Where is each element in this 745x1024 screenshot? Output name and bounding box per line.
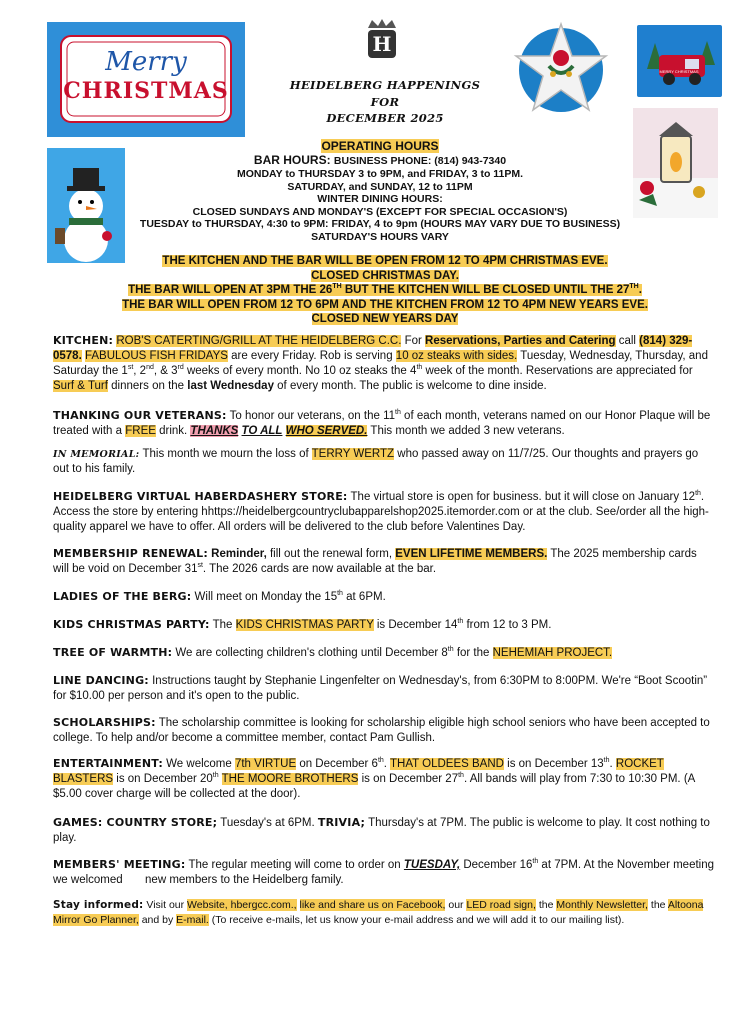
kitchen-section: KITCHEN: ROB'S CATERTING/GRILL AT THE HEIDELBERG C.C. For Reservations, Parties and Catering call (814) 329-0578. FABULOUS FISH FRIDAYS are every Friday. Rob is serving 10 oz steaks with sides. Tuesday, Wednesday, Thursday, and Saturday the 1st, 2nd, & 3rd weeks of every month. No 10 oz steaks the 4th week of the month. Reservations are appreciated for Surf & Turf dinners on the last Wednesday of every month. The public is welcome to dine inside. [53, 334, 708, 392]
store-section: HEIDELBERG VIRTUAL HABERDASHERY STORE: The virtual store is open for business. but it will close on January 12th. Access the store by entering hhttps://heidelbergcountryclubapparelshop2025.itemorder.com or at the club. See/order all the high-quality apparel we have to offer. All orders will be delivered to the club before Valentines Day. [53, 490, 709, 533]
store-label: HEIDELBERG VIRTUAL HABERDASHERY STORE: [53, 490, 348, 503]
christmas-truck-icon [637, 25, 722, 97]
club-logo [364, 18, 400, 60]
newsletter-for: FOR [370, 95, 400, 109]
games-section: GAMES: COUNTRY STORE; Tuesday's at 6PM. TRIVIA; Thursday's at 7PM. The public is welcome to play. It cost nothing to play. [53, 816, 710, 844]
operating-hours-heading: OPERATING HOURS [321, 139, 439, 153]
entertainment-section: ENTERTAINMENT: We welcome 7th VIRTUE on December 6th. THAT OLDEES BAND is on December 13th. ROCKET BLASTERS is on December 20th THE MOORE BROTHERS is on December 27th. All bands will play from 7:30 to 10:30 PM. (A $5.00 cover charge will be collected at the door). [53, 757, 695, 800]
games-label: GAMES: COUNTRY STORE; [53, 816, 218, 829]
membership-section: MEMBERSHIP RENEWAL: Reminder, fill out the renewal form, EVEN LIFETIME MEMBERS. The 2025 membership cards will be void on December 31st. The 2026 cards are now available at the bar. [53, 547, 697, 575]
hours-line-2: SATURDAY, and SUNDAY, 12 to 11PM [287, 180, 473, 193]
tree-of-warmth-section: TREE OF WARMTH: We are collecting children's clothing until December 8th for the NEHEMIAH PROJECT. [53, 646, 613, 659]
holiday-notice [60, 254, 710, 327]
hours-line-6: SATURDAY'S HOURS VARY [311, 230, 449, 243]
scholarships-label: SCHOLARSHIPS: [53, 716, 156, 729]
lantern-icon [633, 108, 718, 218]
memorial-label: IN MEMORIAL: [53, 449, 140, 460]
logo-letter: H [372, 32, 392, 56]
scholarships-section: SCHOLARSHIPS: The scholarship committee is looking for scholarship eligible high school seniors who have been accepted to college. To help and/or become a committee member, contact Pam Gullish. [53, 716, 710, 744]
holiday-line-3: THE BAR WILL OPEN AT 3PM THE 26TH BUT THE KITCHEN WILL BE CLOSED UNTIL THE 27TH. [128, 283, 642, 296]
christmas-text: CHRISTMAS [63, 78, 229, 104]
tree-of-warmth-label: TREE OF WARMTH: [53, 646, 173, 659]
hours-line-4: CLOSED SUNDAYS AND MONDAY'S (EXCEPT FOR SPECIAL OCCASION'S) [192, 205, 568, 218]
star-ornament-icon [505, 18, 617, 120]
kids-party-label: KIDS CHRISTMAS PARTY: [53, 618, 210, 631]
veterans-label: THANKING OUR VETERANS: [53, 409, 227, 422]
ladies-label: LADIES OF THE BERG: [53, 590, 192, 603]
merry-christmas-card [47, 22, 245, 137]
hours-line-3: WINTER DINING HOURS: [317, 193, 443, 205]
membership-label: MEMBERSHIP RENEWAL: [53, 547, 208, 560]
holiday-line-4: THE BAR WILL OPEN FROM 12 TO 6PM AND THE KITCHEN FROM 12 TO 4PM NEW YEARS EVE. [122, 298, 648, 311]
star-ornament-card [505, 18, 617, 120]
hours-line-5: TUESDAY to THURSDAY, 4:30 to 9PM: FRIDAY, 4 to 9pm (HOURS MAY VARY DUE TO BUSINESS) [139, 218, 621, 230]
entertainment-label: ENTERTAINMENT: [53, 757, 163, 770]
snowman-icon [47, 148, 125, 263]
email-link[interactable]: E-mail. [176, 913, 209, 926]
stay-informed-label: Stay informed: [53, 899, 144, 911]
truck-label: MERRY CHRISTMAS [659, 69, 699, 74]
memorial-section: IN MEMORIAL: This month we mourn the loss of TERRY WERTZ who passed away on 11/7/25. Our thoughts and prayers go out to his family. [53, 448, 699, 475]
christmas-truck-card [637, 25, 722, 97]
newsletter-month: DECEMBER 2025 [326, 111, 444, 125]
members-meeting-section: MEMBERS' MEETING: The regular meeting will come to order on TUESDAY, December 16th at 7PM. At the November meeting we welcomed new members to the Heidelberg family. [53, 858, 718, 886]
operating-hours [130, 139, 630, 243]
stay-informed-section: Stay informed: Visit our Website, hbergcc.com., like and share us on Facebook, our LED road sign, the Monthly Newsletter, the Altoona Mirror Go Planner, and by E-mail. (To receive e-mails, let us know your e-mail address and we will add it to our mailing list). [53, 899, 704, 926]
snowman-card [47, 148, 125, 263]
kids-party-section: KIDS CHRISTMAS PARTY: The KIDS CHRISTMAS PARTY is December 14th from 12 to 3 PM. [53, 618, 552, 631]
hours-line-1: MONDAY to THURSDAY 3 to 9PM, and FRIDAY, 3 to 11PM. [236, 168, 524, 180]
merry-text: Merry [105, 47, 187, 77]
holiday-line-1: THE KITCHEN AND THE BAR WILL BE OPEN FROM 12 TO 4PM CHRISTMAS EVE. [162, 255, 608, 267]
lantern-card [633, 108, 718, 218]
line-dancing-section: LINE DANCING: Instructions taught by Stephanie Lingenfelter on Wednesday's, from 6:30PM to 8:00PM. We're “Boot Scootin” for $10.00 per person and it's open to the public. [53, 674, 708, 702]
holiday-line-2: CLOSED CHRISTMAS DAY. [311, 269, 459, 282]
facebook-link[interactable]: like and share us on Facebook, [299, 899, 446, 911]
kitchen-label: KITCHEN: [53, 334, 114, 347]
newsletter-title: HEIDELBERG HAPPENINGS [289, 78, 481, 92]
ladies-section: LADIES OF THE BERG: Will meet on Monday the 15th at 6PM. [53, 590, 386, 603]
veterans-section: THANKING OUR VETERANS: To honor our veterans, on the 11th of each month, veterans named on our Honor Plaque will be treated with a FREE drink. THANKS TO ALL WHO SERVED. This month we added 3 new veterans. [53, 409, 711, 437]
website-link[interactable]: Website, hbergcc.com., [187, 899, 297, 911]
holiday-line-5: CLOSED NEW YEARS DAY [311, 313, 459, 325]
members-meeting-label: MEMBERS' MEETING: [53, 858, 186, 871]
line-dancing-label: LINE DANCING: [53, 674, 149, 687]
business-phone: BUSINESS PHONE: (814) 943-7340 [333, 155, 507, 167]
bar-hours-title: BAR HOURS: [253, 153, 331, 167]
